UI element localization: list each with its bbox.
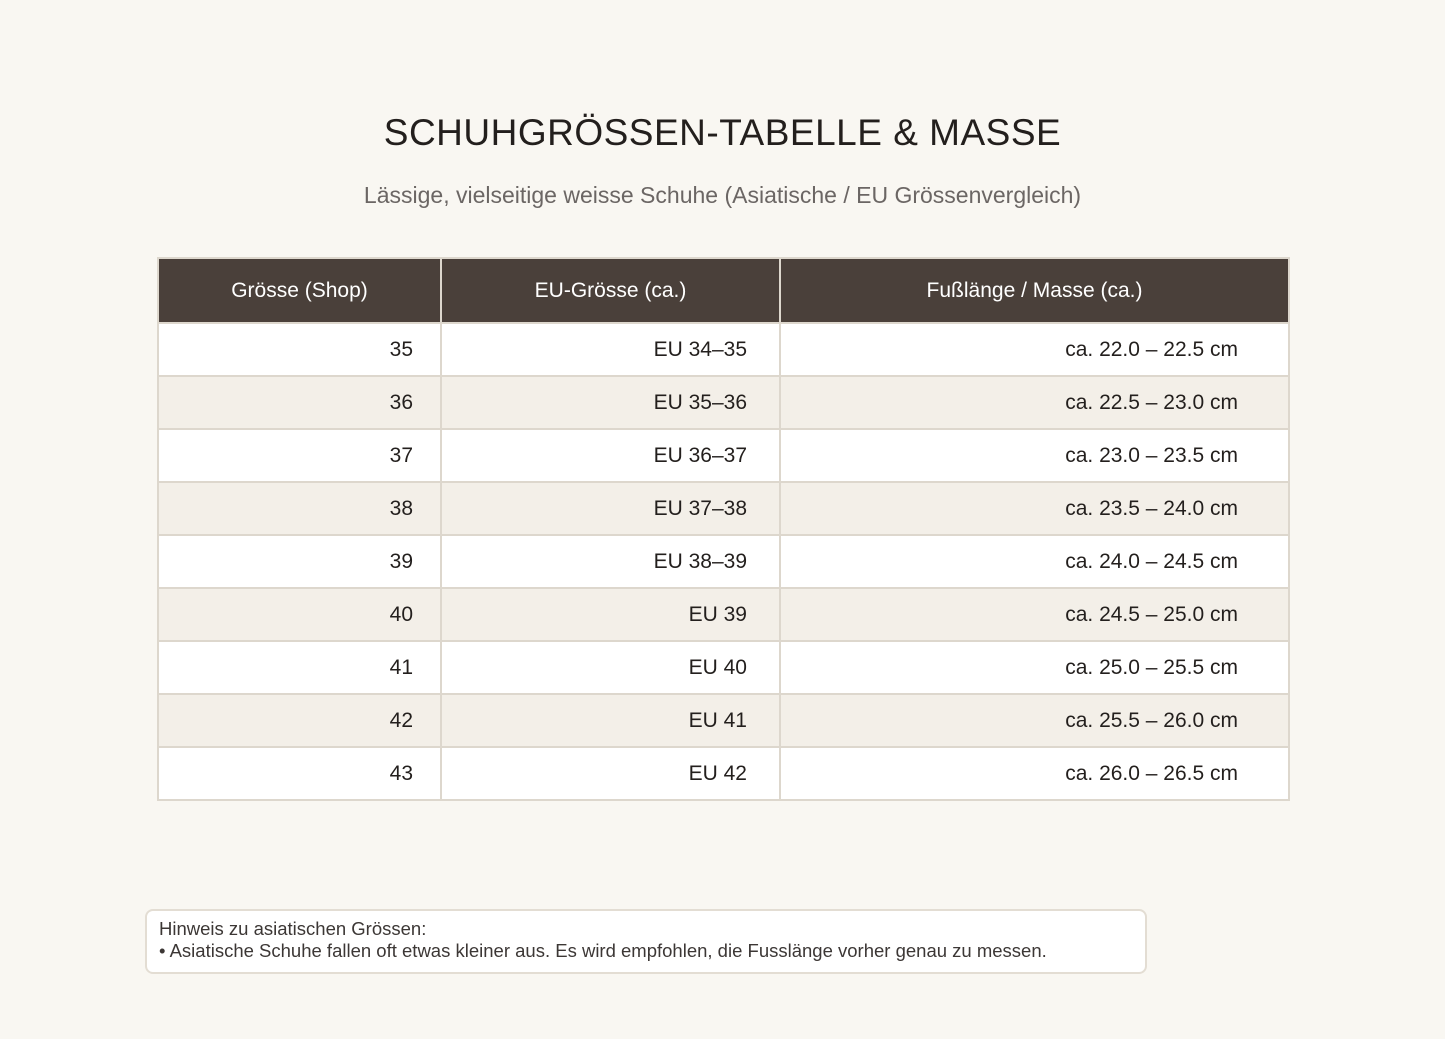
cell-foot-length: ca. 25.0 – 25.5 cm — [780, 641, 1289, 694]
cell-eu-size: EU 39 — [441, 588, 780, 641]
cell-shop-size: 38 — [158, 482, 441, 535]
note-heading: Hinweis zu asiatischen Grössen: — [159, 918, 427, 939]
cell-shop-size: 37 — [158, 429, 441, 482]
cell-foot-length: ca. 23.0 – 23.5 cm — [780, 429, 1289, 482]
table-header-row — [158, 258, 1289, 323]
cell-shop-size: 42 — [158, 694, 441, 747]
table-row — [158, 376, 1289, 429]
table-row — [158, 429, 1289, 482]
table-row — [158, 588, 1289, 641]
cell-foot-length: ca. 25.5 – 26.0 cm — [780, 694, 1289, 747]
cell-foot-length: ca. 24.0 – 24.5 cm — [780, 535, 1289, 588]
cell-foot-length: ca. 23.5 – 24.0 cm — [780, 482, 1289, 535]
cell-foot-length: ca. 22.0 – 22.5 cm — [780, 323, 1289, 376]
size-note-box — [145, 909, 1147, 974]
cell-eu-size: EU 38–39 — [441, 535, 780, 588]
cell-foot-length: ca. 24.5 – 25.0 cm — [780, 588, 1289, 641]
header-eu-size: EU-Grösse (ca.) — [441, 258, 780, 323]
cell-eu-size: EU 34–35 — [441, 323, 780, 376]
cell-shop-size: 43 — [158, 747, 441, 800]
cell-eu-size: EU 41 — [441, 694, 780, 747]
cell-eu-size: EU 37–38 — [441, 482, 780, 535]
cell-eu-size: EU 36–37 — [441, 429, 780, 482]
size-table — [157, 257, 1290, 801]
table-row — [158, 323, 1289, 376]
cell-shop-size: 39 — [158, 535, 441, 588]
cell-eu-size: EU 40 — [441, 641, 780, 694]
page-title: SCHUHGRÖSSEN-TABELLE & MASSE — [383, 112, 1062, 153]
cell-shop-size: 40 — [158, 588, 441, 641]
table-row — [158, 535, 1289, 588]
cell-foot-length: ca. 22.5 – 23.0 cm — [780, 376, 1289, 429]
header-shop-size: Grösse (Shop) — [158, 258, 441, 323]
header-foot-length: Fußlänge / Masse (ca.) — [780, 258, 1289, 323]
table-row — [158, 694, 1289, 747]
cell-shop-size: 41 — [158, 641, 441, 694]
note-text: • Asiatische Schuhe fallen oft etwas kleiner aus. Es wird empfohlen, die Fusslänge vorher genau zu messen. — [159, 940, 1047, 961]
cell-eu-size: EU 42 — [441, 747, 780, 800]
table-row — [158, 641, 1289, 694]
cell-eu-size: EU 35–36 — [441, 376, 780, 429]
cell-shop-size: 35 — [158, 323, 441, 376]
cell-shop-size: 36 — [158, 376, 441, 429]
cell-foot-length: ca. 26.0 – 26.5 cm — [780, 747, 1289, 800]
table-row — [158, 747, 1289, 800]
page-subtitle: Lässige, vielseitige weisse Schuhe (Asiatische / EU Grössenvergleich) — [363, 182, 1082, 208]
table-row — [158, 482, 1289, 535]
